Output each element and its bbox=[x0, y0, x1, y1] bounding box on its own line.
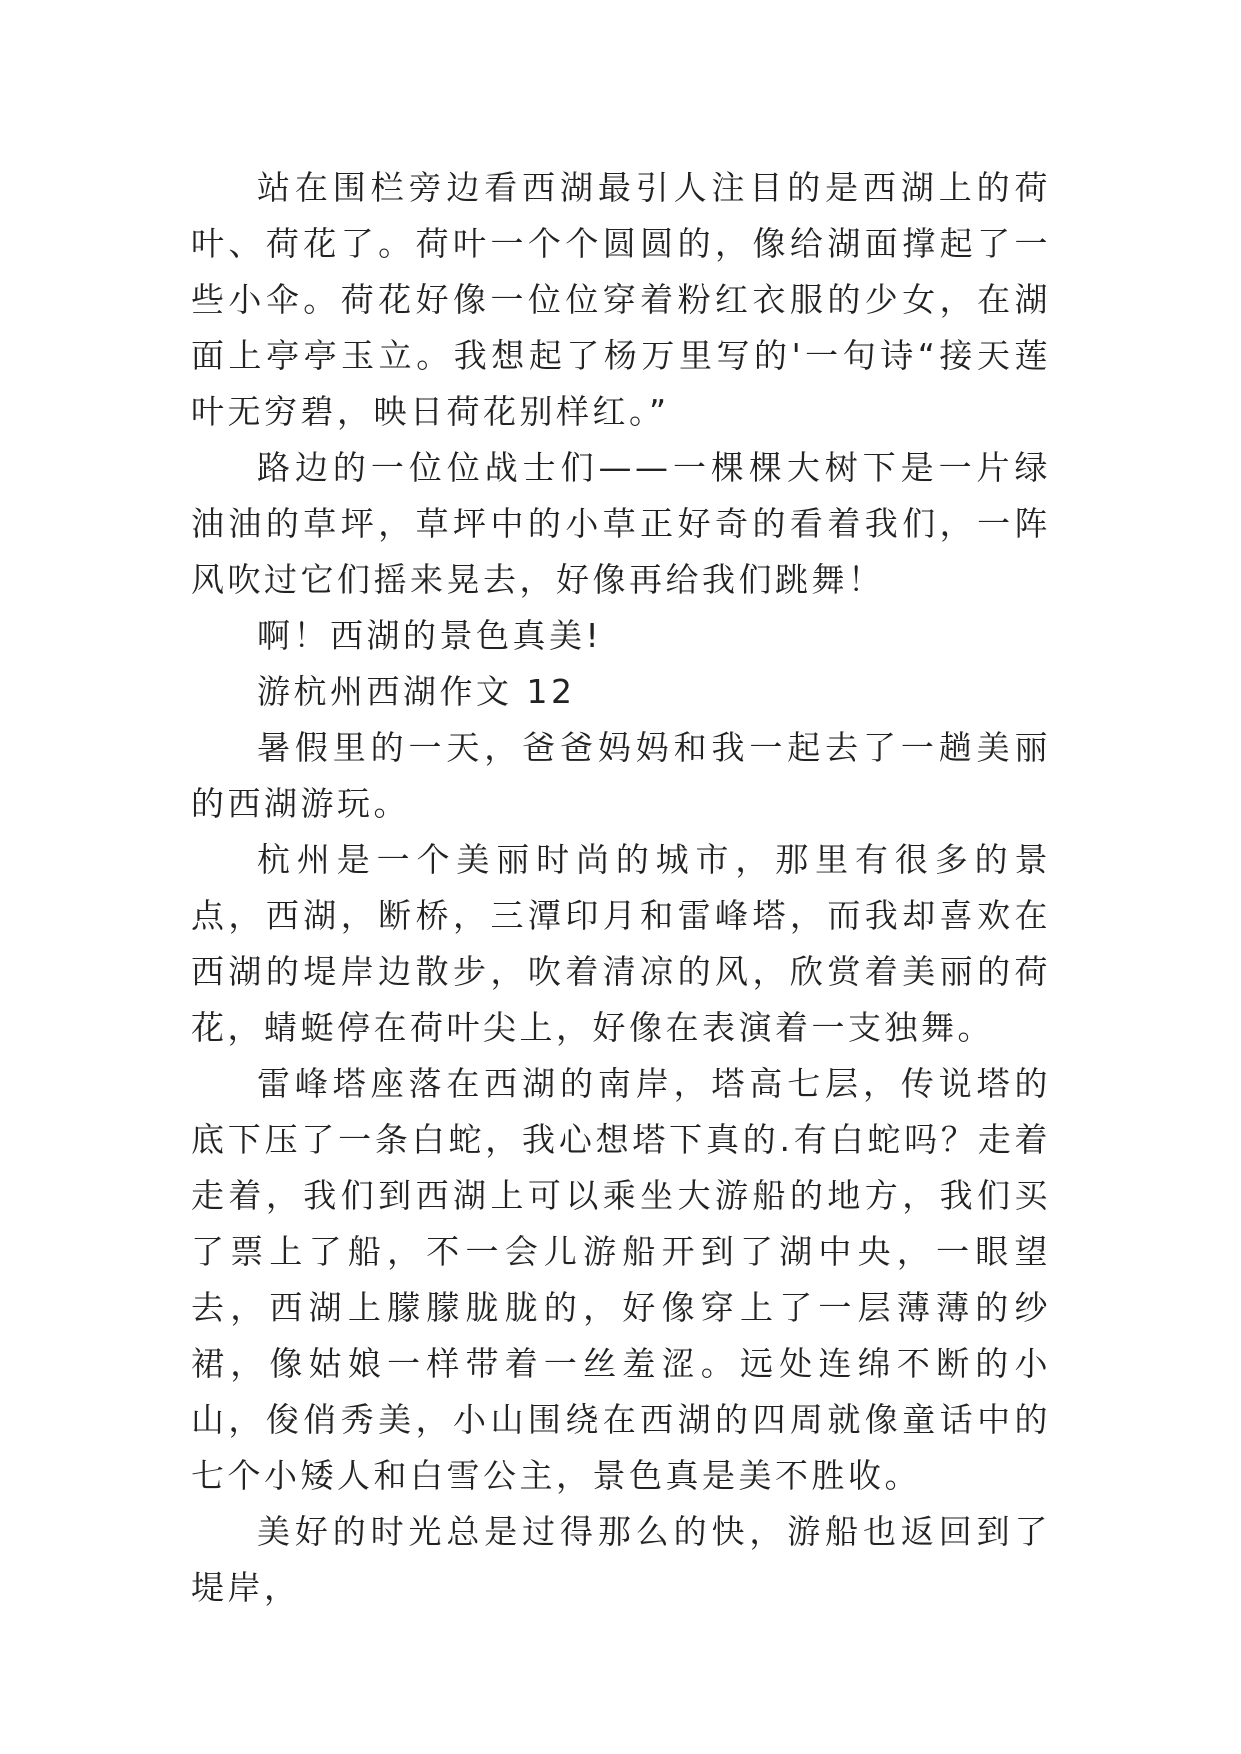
paragraph-west-lake-lotus: 站在围栏旁边看西湖最引人注目的是西湖上的荷叶、荷花了。荷叶一个个圆圆的，像给湖面撑起了一些小伞。荷花好像一位位穿着粉红衣服的少女，在湖面上亭亭玉立。我想起了杨万里写的'一句诗“接天莲叶无穷碧，映日荷花别样红。” bbox=[191, 168, 1051, 431]
paragraph-roadside-trees: 路边的一位位战士们——一棵棵大树下是一片绿油油的草坪，草坪中的小草正好奇的看着我们，一阵风吹过它们摇来晃去，好像再给我们跳舞！ bbox=[191, 448, 1051, 599]
paragraph-return: 美好的时光总是过得那么的快，游船也返回到了堤岸， bbox=[191, 1512, 1051, 1607]
paragraph-exclamation: 啊！西湖的景色真美! bbox=[257, 616, 603, 655]
paragraph-leifeng-pagoda: 雷峰塔座落在西湖的南岸，塔高七层，传说塔的底下压了一条白蛇，我心想塔下真的.有白蛇吗？走着走着，我们到西湖上可以乘坐大游船的地方，我们买了票上了船，不一会儿游船开到了湖中央，一眼望去，西湖上朦朦胧胧的，好像穿上了一层薄薄的纱裙，像姑娘一样带着一丝羞涩。远处连绵不断的小山，俊俏秀美，小山围绕在西湖的四周就像童话中的七个小矮人和白雪公主，景色真是美不胜收。 bbox=[191, 1064, 1051, 1495]
essay-body bbox=[191, 160, 1051, 1616]
paragraph-summer-trip: 暑假里的一天，爸爸妈妈和我一起去了一趟美丽的西湖游玩。 bbox=[191, 728, 1051, 823]
essay-title: 游杭州西湖作文 12 bbox=[257, 672, 576, 711]
paragraph-hangzhou-city: 杭州是一个美丽时尚的城市，那里有很多的景点，西湖，断桥，三潭印月和雷峰塔，而我却喜欢在西湖的堤岸边散步，吹着清凉的风，欣赏着美丽的荷花，蜻蜓停在荷叶尖上，好像在表演着一支独舞。 bbox=[191, 840, 1051, 1047]
